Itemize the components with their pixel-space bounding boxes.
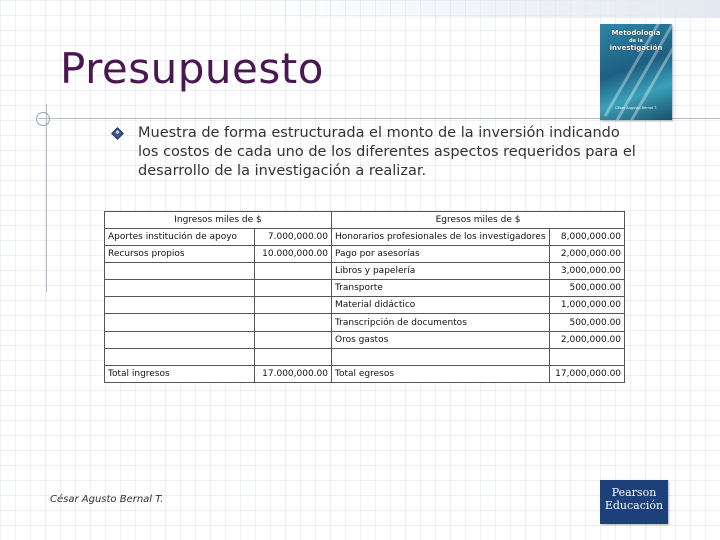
income-label-cell	[105, 331, 255, 348]
book-title-line: Metodología	[611, 29, 661, 37]
income-value-cell	[255, 331, 332, 348]
book-title	[604, 30, 668, 53]
income-label-cell	[105, 314, 255, 331]
expense-label-cell: Libros y papelería	[332, 263, 550, 280]
expense-header: Egresos miles de $	[332, 212, 625, 229]
expense-label-cell: Pago por asesorías	[332, 246, 550, 263]
circle-ornament	[36, 112, 50, 126]
table-row	[105, 246, 625, 263]
book-title-line: de la	[629, 37, 643, 44]
income-label-cell	[105, 348, 255, 365]
expense-label-cell: Oros gastos	[332, 331, 550, 348]
expense-value-cell: 2,000,000.00	[550, 246, 625, 263]
expense-label-cell: Total egresos	[332, 365, 550, 382]
diamond-bullet-icon	[111, 127, 124, 140]
income-label-cell	[105, 263, 255, 280]
income-label-cell	[105, 297, 255, 314]
income-value-cell	[255, 314, 332, 331]
table-row	[105, 263, 625, 280]
logo-line: Educación	[604, 499, 664, 512]
income-value-cell: 7.000,000.00	[255, 229, 332, 246]
slide-title: Presupuesto	[60, 44, 324, 93]
budget-table	[104, 211, 625, 383]
table-header-row	[105, 212, 625, 229]
table-row	[105, 348, 625, 365]
income-header: Ingresos miles de $	[105, 212, 332, 229]
expense-label-cell: Material didáctico	[332, 297, 550, 314]
pearson-logo	[600, 480, 668, 524]
expense-value-cell: 17,000,000.00	[550, 365, 625, 382]
income-value-cell: 10.000,000.00	[255, 246, 332, 263]
table-row	[105, 365, 625, 382]
expense-value-cell: 3,000,000.00	[550, 263, 625, 280]
top-gradient-band	[250, 0, 720, 18]
income-value-cell	[255, 263, 332, 280]
logo-line: Pearson	[611, 486, 657, 499]
book-cover-image	[600, 24, 672, 120]
income-label-cell: Aportes institución de apoyo	[105, 229, 255, 246]
footer-author: César Agusto Bernal T.	[50, 494, 164, 505]
table-row	[105, 280, 625, 297]
table-row	[105, 229, 625, 246]
table-row	[105, 314, 625, 331]
expense-label-cell	[332, 348, 550, 365]
income-label-cell: Recursos propios	[105, 246, 255, 263]
bullet-text: Muestra de forma estructurada el monto de la inversión indicando los costos de cada uno de los diferentes aspectos requeridos para el desarrollo de la investigación a realizar.	[138, 125, 636, 179]
expense-value-cell: 500,000.00	[550, 280, 625, 297]
expense-value-cell: 8,000,000.00	[550, 229, 625, 246]
income-value-cell: 17.000,000.00	[255, 365, 332, 382]
expense-value-cell	[550, 348, 625, 365]
expense-label-cell: Honorarios profesionales de los investigadores	[332, 229, 550, 246]
expense-label-cell: Transcripción de documentos	[332, 314, 550, 331]
vertical-rule	[46, 104, 47, 292]
book-author: César Augusto Bernal T.	[615, 106, 657, 110]
income-label-cell: Total ingresos	[105, 365, 255, 382]
income-value-cell	[255, 297, 332, 314]
table-row	[105, 331, 625, 348]
book-title-line: investigación	[609, 44, 663, 52]
expense-value-cell: 2,000,000.00	[550, 331, 625, 348]
income-value-cell	[255, 280, 332, 297]
expense-value-cell: 1,000,000.00	[550, 297, 625, 314]
income-value-cell	[255, 348, 332, 365]
table-row	[105, 297, 625, 314]
income-label-cell	[105, 280, 255, 297]
expense-label-cell: Transporte	[332, 280, 550, 297]
expense-value-cell: 500,000.00	[550, 314, 625, 331]
